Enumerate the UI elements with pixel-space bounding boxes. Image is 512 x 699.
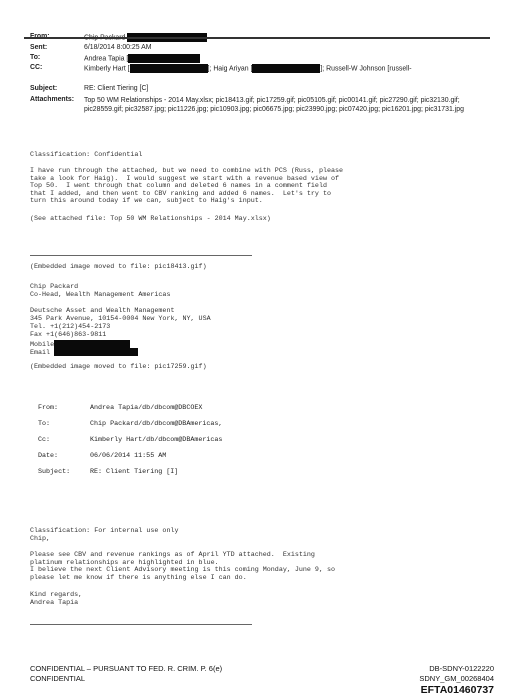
signature-email: Email bbox=[30, 348, 138, 357]
separator-line bbox=[30, 255, 252, 256]
quoted-cc-label: Cc: bbox=[38, 436, 51, 444]
attachments-value: Top 50 WM Relationships - 2014 May.xlsx; pic18413.gif; pic17259.gif; pic05105.gif; pic00141.gif; pic27290.gif; pic32130.gif; pic28559.gif; pic32587.jpg; pic11226.jpg; pic10903.jpg; pic06675.jpg; pic23990.jpg; pic07420.jpg; pic16201.jpg; pic31731.jpg bbox=[84, 97, 464, 113]
message-paragraph-1: I have run through the attached, but we need to combine with PCS (Russ, please take a look for Haig). I would suggest we start with a revenue based view of Top 50. I went through that column and deleted 6 names in a comment field that I added, and then went to CBV ranking and added 6 names. Let's try to turn this around today if we can, subject to Haig's input. bbox=[30, 167, 344, 206]
cc-value: Kimberly Hart [ ]; Haig Ariyan [ ]; Russell-W Johnson [russell- bbox=[84, 65, 412, 73]
footer-confidential-1: CONFIDENTIAL – PURSUANT TO FED. R. CRIM. P. 6(e) bbox=[30, 664, 223, 673]
signature-fax: Fax +1(646)863-9811 bbox=[30, 331, 107, 339]
email-header bbox=[0, 0, 512, 140]
signature-tel: Tel. +1(212)454-2173 bbox=[30, 323, 111, 331]
signature-name: Chip Packard bbox=[30, 283, 79, 291]
classification-1: Classification: Confidential bbox=[30, 151, 143, 159]
sent-label: Sent: bbox=[30, 44, 48, 51]
quoted-to-label: To: bbox=[38, 420, 51, 428]
embedded-image-note-1: (Embedded image moved to file: pic18413.gif) bbox=[30, 263, 207, 271]
quoted-from-value: Andrea Tapia/db/dbcom@DBCOEX bbox=[90, 404, 203, 412]
signature-company: Deutsche Asset and Wealth Management bbox=[30, 307, 175, 315]
reply-closing-name: Andrea Tapia bbox=[30, 599, 79, 607]
redaction bbox=[128, 54, 200, 63]
signature-address: 345 Park Avenue, 10154-0004 New York, NY, USA bbox=[30, 315, 211, 323]
redaction bbox=[54, 348, 138, 356]
redaction bbox=[252, 64, 320, 73]
quoted-date-value: 06/06/2014 11:55 AM bbox=[90, 452, 167, 460]
to-label: To: bbox=[30, 54, 41, 61]
footer-bates-1: DB-SDNY-0122220 bbox=[429, 664, 494, 673]
quoted-subject-label: Subject: bbox=[38, 468, 71, 476]
signature-mobile: Mobile bbox=[30, 340, 130, 349]
separator-line bbox=[30, 624, 252, 625]
quoted-date-label: Date: bbox=[38, 452, 59, 460]
quoted-to-value: Chip Packard/db/dbcom@DBAmericas, bbox=[90, 420, 223, 428]
cc-label: CC: bbox=[30, 64, 43, 71]
header-divider bbox=[24, 37, 490, 39]
reply-closing: Kind regards, bbox=[30, 591, 83, 599]
classification-2: Classification: For internal use only bbox=[30, 527, 179, 535]
subject-label: Subject: bbox=[30, 85, 58, 92]
subject-value: RE: Client Tiering [C] bbox=[84, 85, 149, 92]
footer-confidential-2: CONFIDENTIAL bbox=[30, 674, 86, 683]
quoted-subject-value: RE: Client Tiering [I] bbox=[90, 468, 179, 476]
message-paragraph-2: Please see CBV and revenue rankings as of April YTD attached. Existing platinum relationships are highlighted in blue. I believe the next Client Advisory meeting is this coming Monday, June 9, so please let me know if there is anything else I can do. bbox=[30, 551, 335, 582]
redaction bbox=[54, 340, 130, 348]
signature-title: Co-Head, Wealth Management Americas bbox=[30, 291, 171, 299]
embedded-image-note-2: (Embedded image moved to file: pic17259.gif) bbox=[30, 363, 207, 371]
to-value: Andrea Tapia [ bbox=[84, 54, 200, 63]
reply-greeting: Chip, bbox=[30, 535, 51, 543]
attachments-label: Attachments: bbox=[30, 96, 75, 103]
see-attached-line: (See attached file: Top 50 WM Relationships - 2014 May.xlsx) bbox=[30, 215, 271, 223]
footer-bates-2: SDNY_GM_00268404 bbox=[419, 674, 494, 683]
quoted-cc-value: Kimberly Hart/db/dbcom@DBAmericas bbox=[90, 436, 223, 444]
efta-number: EFTA01460737 bbox=[420, 684, 494, 696]
sent-value: 6/18/2014 8:00:25 AM bbox=[84, 44, 152, 51]
redaction bbox=[130, 64, 208, 73]
quoted-from-label: From: bbox=[38, 404, 59, 412]
